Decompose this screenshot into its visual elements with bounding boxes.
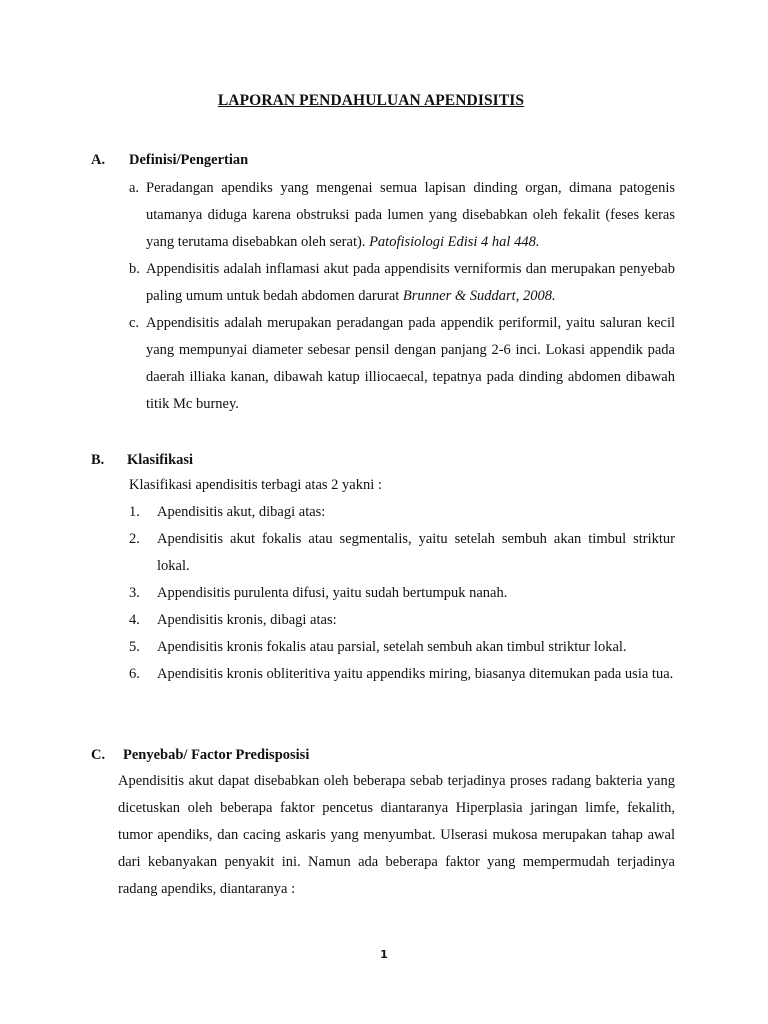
list-item-text: Appendisitis adalah inflamasi akut pada appendisits verniformis dan merupakan penyebab paling umum untuk bedah abdomen darurat — [146, 261, 675, 304]
list-item — [129, 634, 675, 661]
list-item-text: Appendisitis adalah merupakan peradangan pada appendik periformil, yaitu saluran kecil yang mempunyai diameter sebesar pensil dengan panjang 2-6 inci. Lokasi appendik pada daerah illiaka kanan, dibawah katup illiocaecal, tepatnya pada dinding abdomen dibawah titik Mc burney. — [146, 315, 675, 412]
list-item-a — [129, 175, 675, 256]
section-b-list — [129, 472, 675, 688]
list-item-text: Apendisitis kronis fokalis atau parsial, setelah sembuh akan timbul striktur lokal. — [157, 639, 627, 655]
section-a-heading: Definisi/Pengertian — [129, 152, 249, 168]
list-item — [129, 580, 675, 607]
list-marker: 4. — [129, 612, 140, 628]
document-title: LAPORAN PENDAHULUAN APENDISITIS — [217, 92, 525, 109]
section-c-letter: C. — [91, 747, 106, 763]
list-item-text: Apendisitis akut fokalis atau segmentalis, yaitu setelah sembuh akan timbul striktur lokal. — [157, 531, 675, 574]
section-b-intro: Klasifikasi apendisitis terbagi atas 2 yakni : — [129, 477, 382, 493]
list-marker: 2. — [129, 531, 140, 547]
page-number: 1 — [380, 948, 388, 961]
list-marker: a. — [129, 180, 140, 196]
list-item — [129, 607, 675, 634]
list-item-text: Appendisitis purulenta difusi, yaitu sudah bertumpuk nanah. — [157, 585, 508, 601]
section-c-paragraph: Apendisitis akut dapat disebabkan oleh beberapa sebab terjadinya proses radang bakteria yang dicetuskan oleh beberapa faktor pencetus diantaranya Hiperplasia jaringan limfe, fekalith, tumor apendiks, dan cacing askaris yang menyumbat. Ulserasi mukosa merupakan tahap awal dari kebanyakan penyakit ini. Namun ada beberapa faktor yang mempermudah terjadinya radang apendiks, diantaranya : — [118, 773, 675, 897]
list-marker: 1. — [129, 504, 140, 520]
list-item-text: Apendisitis akut, dibagi atas: — [157, 504, 326, 520]
section-c-heading: Penyebab/ Factor Predisposisi — [123, 747, 310, 763]
section-b-letter: B. — [91, 452, 105, 468]
list-item-c — [129, 310, 675, 418]
list-item — [129, 499, 675, 526]
list-item-text: Peradangan apendiks yang mengenai semua lapisan dinding organ, dimana patogenis utamanya diduga karena obstruksi pada lumen yang disebabkan oleh fekalit (feses keras yang terutama disebabkan oleh serat). — [146, 180, 675, 250]
list-marker: c. — [129, 315, 140, 331]
citation: Patofisiologi Edisi 4 hal 448. — [369, 234, 540, 250]
list-marker: 3. — [129, 585, 140, 601]
citation: Brunner & Suddart, 2008. — [402, 288, 556, 304]
section-b-heading: Klasifikasi — [127, 452, 194, 468]
list-item — [129, 526, 675, 580]
list-item — [129, 661, 675, 688]
list-item-b — [129, 256, 675, 310]
section-a-letter: A. — [91, 152, 106, 168]
section-a-list — [129, 175, 675, 418]
list-marker: b. — [129, 261, 140, 277]
list-item-text: Apendisitis kronis, dibagi atas: — [157, 612, 337, 628]
list-marker: 6. — [129, 666, 140, 682]
list-marker: 5. — [129, 639, 140, 655]
list-item-text: Apendisitis kronis obliteritiva yaitu appendiks miring, biasanya ditemukan pada usia tua. — [157, 666, 674, 682]
